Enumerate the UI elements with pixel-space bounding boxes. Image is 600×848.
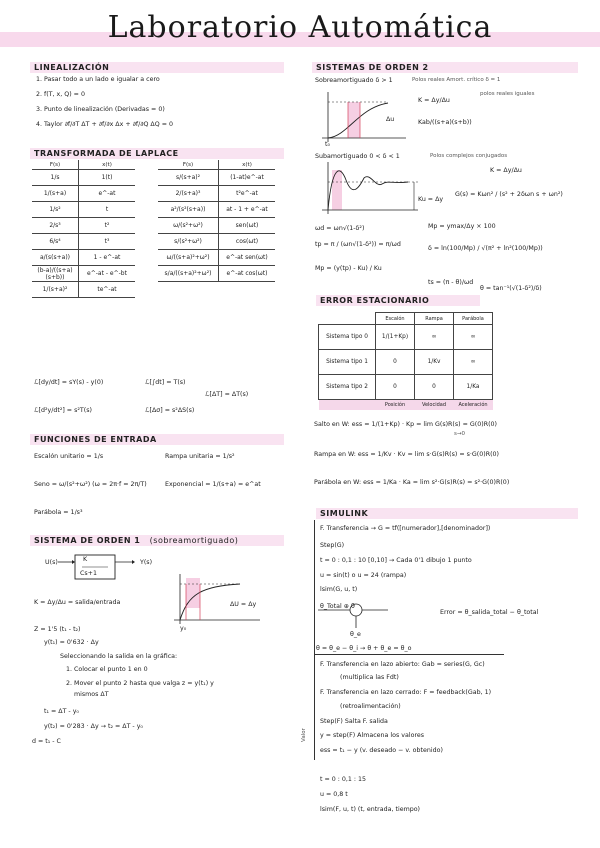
xt-cell: at - 1 + e^-at <box>219 202 276 218</box>
simulink-line: t = 0 : 0,1 : 10 [0,10] → Cada 0'1 dibujo 1 punto <box>320 557 472 564</box>
section-funciones-header: FUNCIONES DE ENTRADA <box>30 434 284 445</box>
orden1-title: SISTEMA DE ORDEN 1 <box>34 536 141 545</box>
fs-cell: 2/(s+a)³ <box>158 186 219 202</box>
section-simulink-header: SIMULINK <box>316 508 578 519</box>
fs-cell: (b-a)/((s+a)(s+b)) <box>32 266 79 282</box>
simulink-line: Step(G) <box>320 542 345 549</box>
cell: ∞ <box>454 350 493 375</box>
orden2-mp2: Mp = (y(tp) - Ku) / Ku <box>315 265 382 272</box>
orden2-tp: tp = π / (ωn√(1-δ²)) = π/ωd <box>315 241 401 248</box>
xt-cell: e^-at - e^-bt <box>79 266 136 282</box>
table-row <box>32 186 135 202</box>
block-output-label: Y(s) <box>140 559 153 566</box>
simulink-line: F. Transferencia en lazo abierto: Gab = series(G, Gc) <box>320 661 485 668</box>
simulink-line: (retroalimentación) <box>340 703 401 710</box>
orden2-graph-label: Δu <box>386 116 395 123</box>
table-row <box>32 218 135 234</box>
fs-cell: a/(s(s+a)) <box>32 250 79 266</box>
simulink-line: ess = t₁ − y (v. deseado − v. obtenido) <box>320 747 443 754</box>
table-row <box>158 234 275 250</box>
error-table <box>318 312 493 410</box>
sobreamortiguado-note: Polos reales Amort. crítico δ = 1 <box>412 77 501 83</box>
table-row <box>319 375 493 400</box>
cell: 0 <box>415 375 454 400</box>
table-row <box>158 170 275 186</box>
col-header-fs: F(s) <box>158 160 219 170</box>
fs-cell: ω/(s²+ω²) <box>158 218 219 234</box>
table-row <box>32 282 135 298</box>
orden1-line: d = t₁ - C <box>32 738 61 745</box>
cell: 1/Ka <box>454 375 493 400</box>
col-escalon: Escalón <box>376 313 415 325</box>
table-row <box>158 266 275 282</box>
xt-cell: t² <box>79 218 136 234</box>
xt-cell: cos(ωt) <box>219 234 276 250</box>
page-title: Laboratorio Automática <box>107 10 493 45</box>
block-input-label: U(s) <box>45 559 58 566</box>
cell: 0 <box>376 375 415 400</box>
section-orden1-header <box>30 535 284 546</box>
table-row <box>158 250 275 266</box>
laplace-delta-sigma: ℒ[Δσ] = s²ΔS(s) <box>145 407 195 414</box>
fs-cell: s/(s²+ω²) <box>158 234 219 250</box>
xt-cell: e^-at sen(ωt) <box>219 250 276 266</box>
fs-cell: ω/((s+a)²+ω²) <box>158 250 219 266</box>
row-label: Sistema tipo 2 <box>319 375 376 400</box>
xt-cell: 1 - e^-at <box>79 250 136 266</box>
section-error-header: ERROR ESTACIONARIO <box>316 295 480 306</box>
section-orden2-header: SISTEMAS DE ORDEN 2 <box>312 62 578 73</box>
sobreamortiguado-label: Sobreamortiguado δ > 1 <box>315 77 393 84</box>
block-denominator: Cs+1 <box>80 570 97 577</box>
xt-cell: e^-at cos(ωt) <box>219 266 276 282</box>
cell: ∞ <box>454 325 493 350</box>
orden2-kab-eq: Kab/((s+a)(s+b)) <box>418 119 472 126</box>
orden2-k-eq2: K = Δy/Δu <box>490 167 522 174</box>
orden1-graph-t0: y₀ <box>180 625 187 632</box>
section-linealizacion-header: LINEALIZACIÓN <box>30 62 284 73</box>
orden2-k-eq: K = Δy/Δu <box>418 97 450 104</box>
fs-cell: s/(s+a)² <box>158 170 219 186</box>
simulink-line: F. Transferencia en lazo cerrado: F = feedback(Gab, 1) <box>320 689 492 696</box>
table-row <box>319 325 493 350</box>
simulink-line: u = 0,8 t <box>320 791 348 798</box>
fs-cell: 1/(s+a)² <box>32 282 79 298</box>
row-label: Sistema tipo 1 <box>319 350 376 375</box>
table-row <box>32 234 135 250</box>
xt-cell: te^-at <box>79 282 136 298</box>
table-row <box>158 202 275 218</box>
orden1-line: y(t₁) = 0'632 · Δy <box>44 639 99 646</box>
orden2-overdamped-graph <box>318 88 408 148</box>
foot-velocidad: Velocidad <box>415 400 454 411</box>
xt-cell: t <box>79 202 136 218</box>
simulink-line: lsim(G, u, t) <box>320 586 358 593</box>
rampa-formula: Rampa unitaria = 1/s² <box>165 453 235 460</box>
fs-cell: 2/s³ <box>32 218 79 234</box>
linealizacion-step-1: 1. Pasar todo a un lado e igualar a cero <box>36 76 160 83</box>
simulink-rule <box>314 654 504 655</box>
orden1-line: 1. Colocar el punto 1 en 0 <box>66 666 148 673</box>
linealizacion-step-3: 3. Punto de linealización (Derivadas = 0) <box>36 106 165 113</box>
laplace-delta-t: ℒ[ΔT] = ΔT(s) <box>205 391 249 398</box>
orden1-graph-label: ΔU = Δy <box>230 601 257 608</box>
fs-cell: 6/s⁴ <box>32 234 79 250</box>
orden1-line: y(t₂) = 0'283 · Δy → t₂ = ΔT - y₀ <box>44 723 143 730</box>
laplace-table-left <box>32 160 135 298</box>
table-row <box>32 202 135 218</box>
laplace-derivative: ℒ[dy/dt] = sY(s) - y(0) <box>34 379 104 386</box>
xt-cell: t³ <box>79 234 136 250</box>
seno-formula: Seno = ω/(s²+ω²) (ω = 2π·f = 2π/T) <box>34 481 147 488</box>
simulink-line: lsim(F, u, t) (t, entrada, tiempo) <box>320 806 421 813</box>
orden1-line: Z = 1'5 (t₁ - t₂) <box>34 626 81 633</box>
cell: 1/(1+Kp) <box>376 325 415 350</box>
row-label: Sistema tipo 0 <box>319 325 376 350</box>
fs-cell: 1/s <box>32 170 79 186</box>
linealizacion-step-2: 2. f(T, x, Q) = 0 <box>36 91 85 98</box>
simulink-line: y = step(F) Almacena los valores <box>320 732 425 739</box>
foot-posicion: Posición <box>376 400 415 411</box>
laplace-integral: ℒ[∫dt] = T(s) <box>145 379 186 386</box>
block-numerator: K <box>83 556 88 563</box>
error-salto: Salto en W: ess = 1/(1+Kp) · Kp = lim G(s)R(s) = G(0)R(0) <box>314 421 498 428</box>
table-row <box>319 350 493 375</box>
foot-aceleracion: Aceleración <box>454 400 493 411</box>
cell: ∞ <box>415 325 454 350</box>
exponencial-formula: Exponencial = 1/(s+a) = e^at <box>165 481 261 488</box>
orden1-line: t₁ = ΔT - y₀ <box>44 708 79 715</box>
error-parabola: Parábola en W: ess = 1/Ka · Ka = lim s²·G(s)R(s) = s²·G(0)R(0) <box>314 479 510 486</box>
orden2-transfer-function: G(s) = Kωn² / (s² + 2δωn s + ωn²) <box>455 191 563 198</box>
error-rampa: Rampa en W: ess = 1/Kv · Kv = lim s·G(s)R(s) = s·G(0)R(0) <box>314 451 499 458</box>
col-parabola: Parábola <box>454 313 493 325</box>
section-laplace-header: TRANSFORMADA DE LAPLACE <box>30 148 284 159</box>
orden2-ts: ts = (π - θ)/ωd <box>428 279 474 286</box>
orden1-line: Seleccionando la salida en la gráfica: <box>60 653 178 660</box>
fs-cell: 1/(s+a) <box>32 186 79 202</box>
corner-cell <box>319 313 376 325</box>
table-row <box>32 170 135 186</box>
table-row <box>32 266 135 282</box>
title-area <box>0 8 600 56</box>
orden1-line: mismos ΔT <box>74 691 109 698</box>
xt-cell: 1(t) <box>79 170 136 186</box>
orden1-subtitle: (sobreamortiguado) <box>149 536 239 545</box>
simulink-line: Step(F) Salta F. salida <box>320 718 388 725</box>
simulink-divider <box>314 520 315 760</box>
fs-cell: a²/(s²(s+a)) <box>158 202 219 218</box>
table-row <box>158 218 275 234</box>
simulink-sum-label: θ_Total ⊕ θ <box>320 603 355 610</box>
laplace-second-derivative: ℒ[d²y/dt²] = s²T(s) <box>34 407 92 414</box>
fs-cell: 1/s² <box>32 202 79 218</box>
error-salto-limit: s→0 <box>454 431 465 437</box>
simulink-line: θ = θ_e − θ_i → θ + θ_e = θ_o <box>316 645 412 652</box>
subamortiguado-note: Polos complejos conjugados <box>430 153 508 159</box>
simulink-line: u = sin(t) o u = 24 (rampa) <box>320 572 407 579</box>
simulink-side-note: Valor <box>301 728 307 742</box>
xt-cell: (1-at)e^-at <box>219 170 276 186</box>
corner-cell <box>319 400 376 411</box>
sobreamortiguado-note2: polos reales iguales <box>480 91 535 97</box>
orden2-graph2-label: Ku = Δy <box>418 196 444 203</box>
orden2-graph-t0: t₀ <box>325 141 330 148</box>
table-row <box>32 250 135 266</box>
orden2-wd: ωd = ωn√(1-δ²) <box>315 225 365 232</box>
orden2-delta-eq: δ = ln(100/Mp) / √(π² + ln²(100/Mp)) <box>428 245 543 252</box>
laplace-table-right <box>158 160 275 282</box>
col-header-xt: x(t) <box>219 160 276 170</box>
simulink-line: (multiplica las Fdt) <box>340 674 399 681</box>
xt-cell: e^-at <box>79 186 136 202</box>
linealizacion-step-4: 4. Taylor ∂f/∂T ΔT + ∂f/∂x Δx + ∂f/∂Q ΔQ = 0 <box>36 121 173 128</box>
table-row <box>158 186 275 202</box>
orden1-line: 2. Mover el punto 2 hasta que valga z = y(t₁) y <box>66 680 214 687</box>
cell: 0 <box>376 350 415 375</box>
block-diagram <box>58 555 138 585</box>
simulink-theta-e: θ_e <box>350 631 361 638</box>
subamortiguado-label: Subamortiguado 0 < δ < 1 <box>315 153 400 160</box>
col-header-xt: x(t) <box>79 160 136 170</box>
xt-cell: sen(ωt) <box>219 218 276 234</box>
fs-cell: s/a/((s+a)²+ω²) <box>158 266 219 282</box>
orden2-theta: θ = tan⁻¹(√(1-δ²)/δ) <box>480 285 542 292</box>
orden2-underdamped-graph <box>318 160 428 218</box>
col-rampa: Rampa <box>415 313 454 325</box>
parabola-formula: Parábola = 1/s³ <box>34 509 83 516</box>
escalon-formula: Escalón unitario = 1/s <box>34 453 104 460</box>
col-header-fs: F(s) <box>32 160 79 170</box>
orden2-mp-eq: Mp = ymax/Δy × 100 <box>428 223 496 230</box>
simulink-line: t = 0 : 0,1 : 15 <box>320 776 367 783</box>
xt-cell: t²e^-at <box>219 186 276 202</box>
orden1-k-formula: K = Δy/Δu = salida/entrada <box>34 599 121 606</box>
simulink-error-eq: Error = θ_salida_total − θ_total <box>440 609 539 616</box>
cell: 1/Kv <box>415 350 454 375</box>
simulink-line: F. Transferencia → G = tf([numerador],[denominador]) <box>320 525 491 532</box>
